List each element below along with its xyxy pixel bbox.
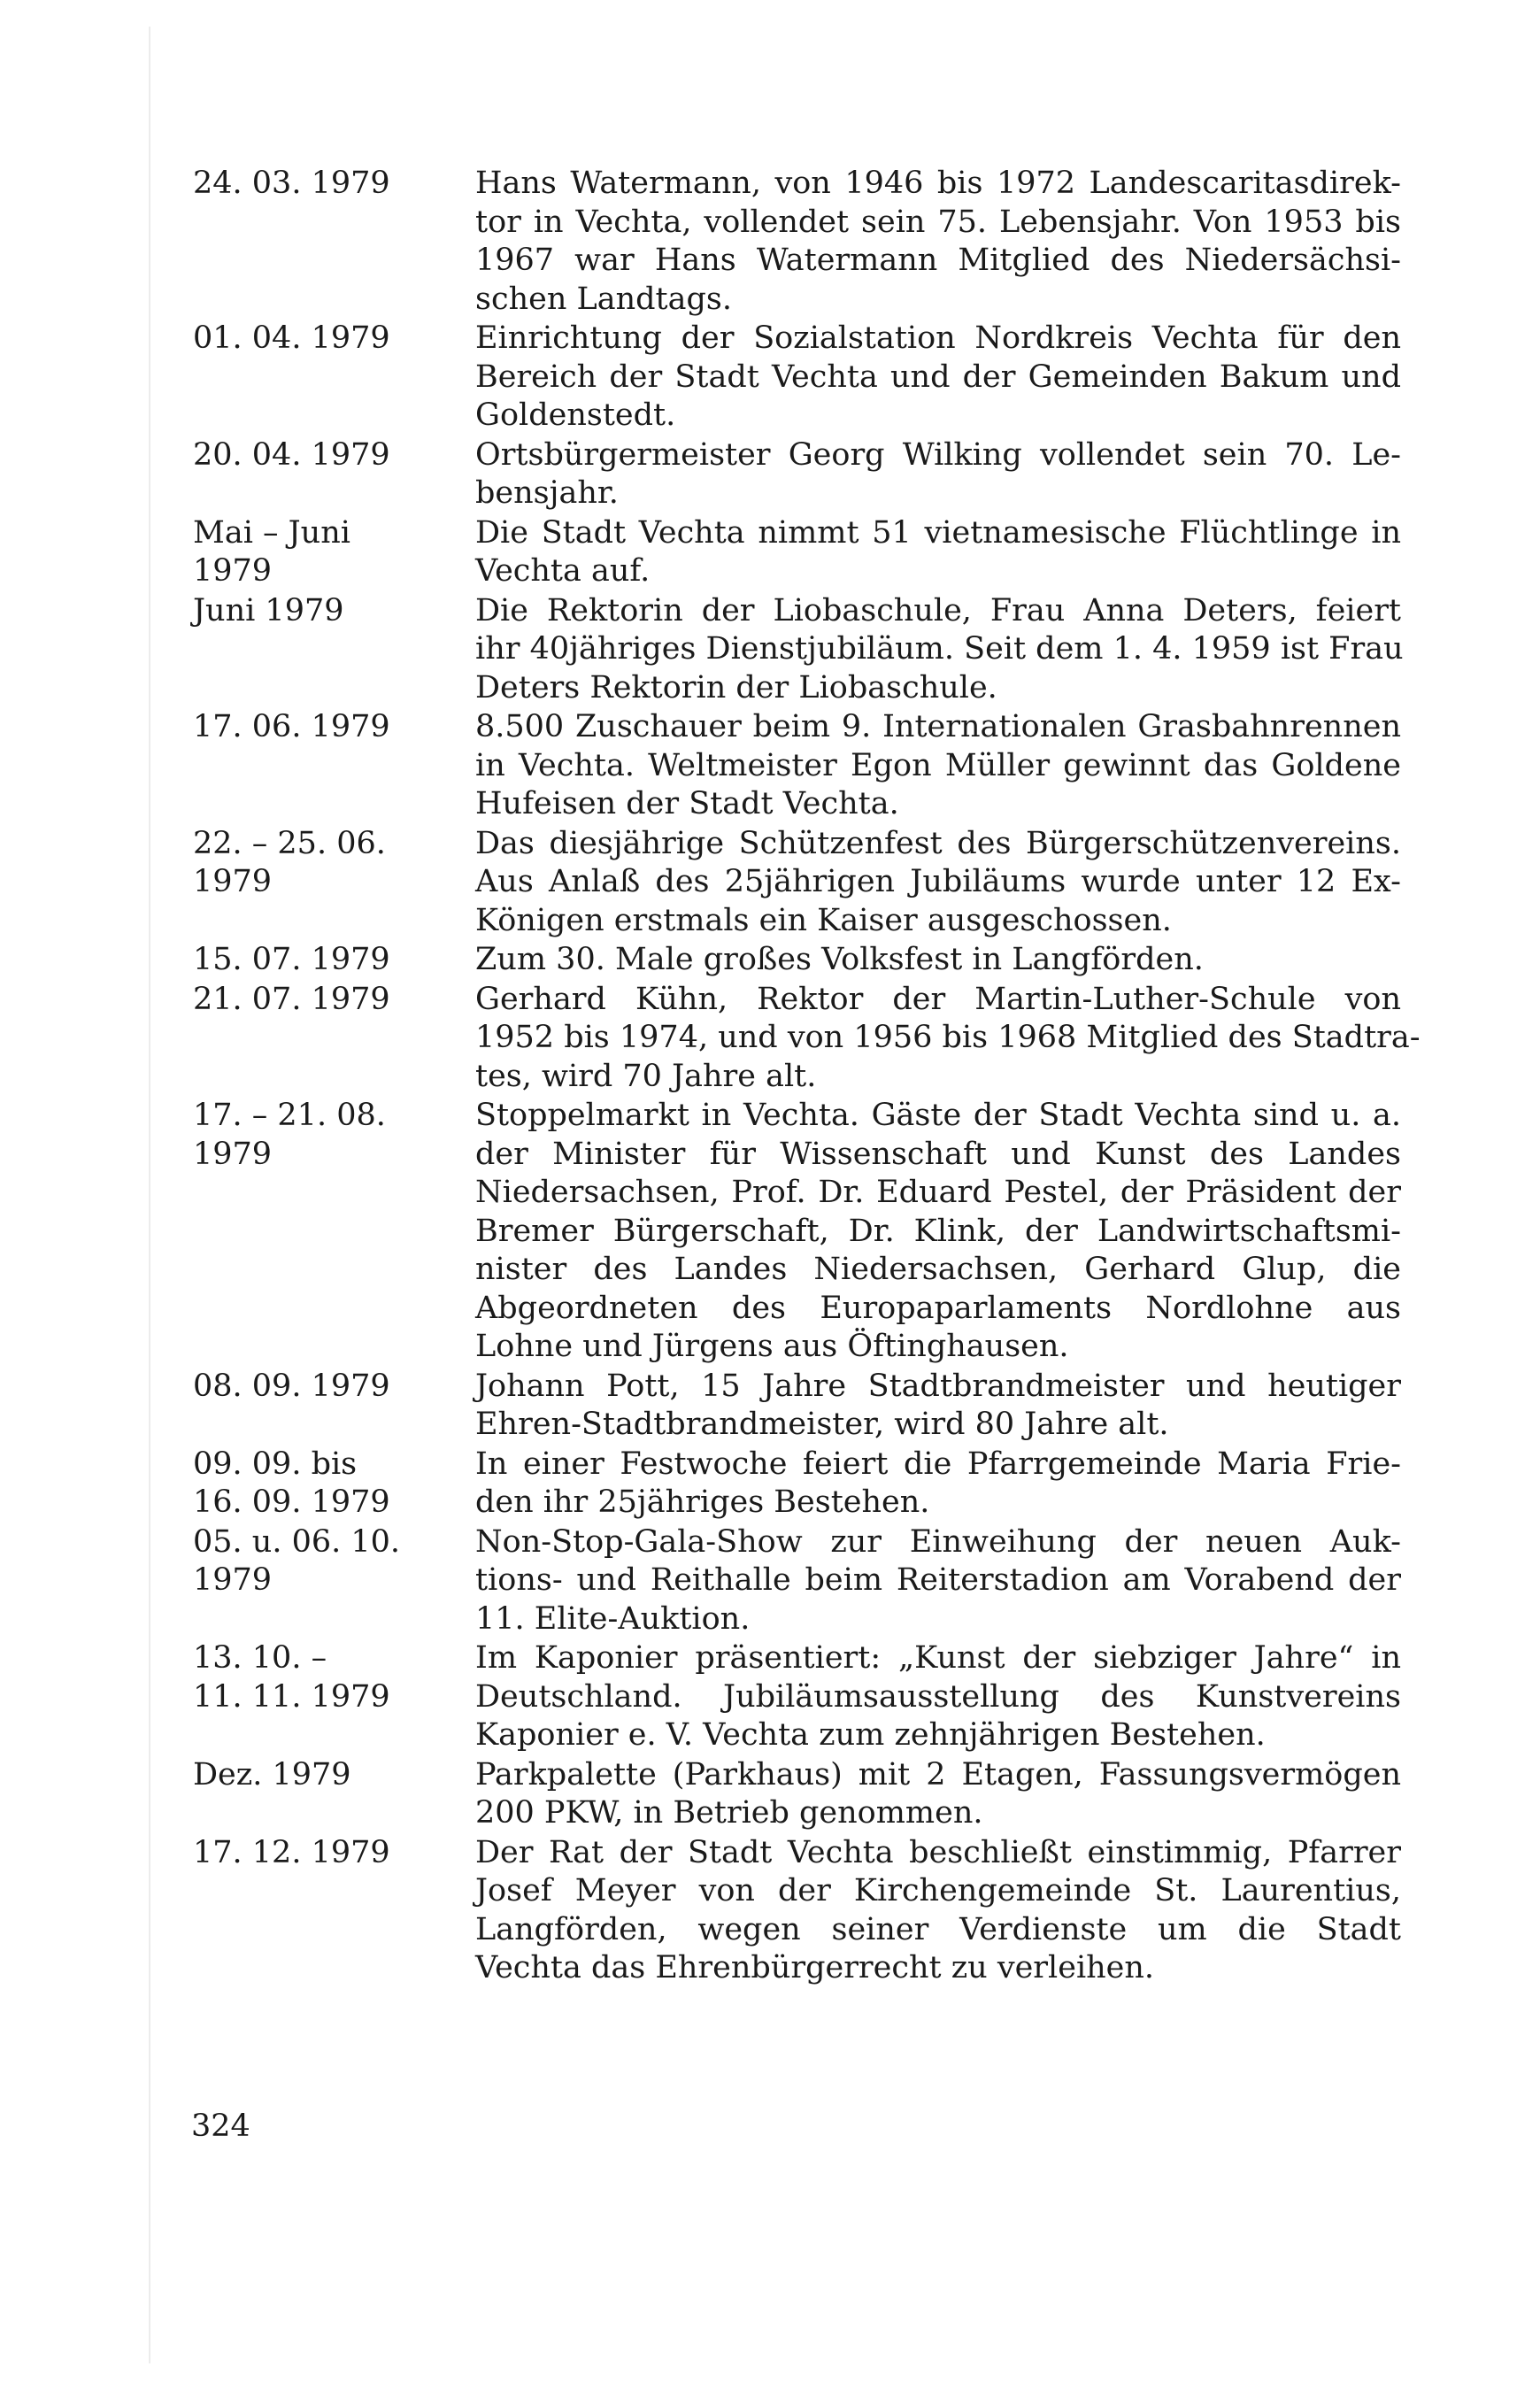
entry-text-line: Johann Pott, 15 Jahre Stadtbrandmeister und heutiger (475, 1368, 1401, 1404)
entry-date: 21. 07. 1979 (193, 981, 390, 1017)
entry-text (475, 320, 1401, 436)
entry-date: 17. 06. 1979 (193, 709, 390, 744)
entry-date: 22. – 25. 06. 1979 (193, 825, 386, 899)
entry-text (475, 981, 1421, 1097)
chronicle-entry (193, 1639, 1405, 1755)
entry-text-line: 1967 war Hans Watermann Mitglied des Niedersächsi- (475, 243, 1401, 278)
entry-text (475, 1834, 1401, 1988)
entry-text-line: 11. Elite-Auktion. (475, 1600, 751, 1637)
entry-text-line: Bereich der Stadt Vechta und der Gemeinden Bakum und (475, 358, 1401, 395)
entry-date: 08. 09. 1979 (193, 1368, 390, 1404)
entry-text (475, 165, 1401, 319)
entry-text-line: Vechta das Ehrenbürgerrecht zu verleihen. (475, 1950, 1155, 1985)
entry-text-line: Königen erstmals ein Kaiser ausgeschossen. (475, 902, 1172, 938)
entry-text-line: Vechta auf. (475, 553, 651, 589)
entry-text-line: 1952 bis 1974, und von 1956 bis 1968 Mitglied des Stadtra- (475, 1020, 1421, 1055)
entry-text-line: Abgeordneten des Europaparlaments Nordlohne aus (475, 1290, 1401, 1326)
entry-date: 17. – 21. 08. 1979 (193, 1098, 386, 1172)
entry-text-line: den ihr 25jähriges Bestehen. (475, 1484, 930, 1520)
chronicle-entry (193, 941, 1405, 980)
entry-text-line: Parkpalette (Parkhaus) mit 2 Etagen, Fassungsvermögen (475, 1756, 1401, 1792)
chronicle-entry (193, 1756, 1405, 1833)
entry-text (475, 436, 1401, 513)
entry-text (475, 941, 1401, 980)
chronicle-entries (193, 165, 1421, 1989)
entry-text-line: Der Rat der Stadt Vechta beschließt einstimmig, Pfarrer (475, 1834, 1401, 1870)
chronicle-entry (193, 165, 1405, 319)
entry-text-line: In einer Festwoche feiert die Pfarrgemeinde Maria Frie- (475, 1446, 1401, 1482)
entry-text-line: Goldenstedt. (475, 397, 676, 433)
entry-text-line: Bremer Bürgerschaft, Dr. Klink, der Landwirtschaftsmi- (475, 1213, 1401, 1249)
entry-date: 13. 10. – 11. 11. 1979 (193, 1640, 390, 1715)
entry-text-line: ihr 40jähriges Dienstjubiläum. Seit dem 1. 4. 1959 ist Frau (475, 631, 1404, 667)
entry-text-line: Die Stadt Vechta nimmt 51 vietnamesische Flüchtlinge in (475, 514, 1401, 551)
entry-text-line: tions- und Reithalle beim Reiterstadion am Vorabend der (475, 1562, 1401, 1598)
entry-text-line: Aus Anlaß des 25jährigen Jubiläums wurde unter 12 Ex- (475, 864, 1401, 899)
entry-text-line: Ortsbürgermeister Georg Wilking vollendet sein 70. Le- (475, 436, 1401, 473)
chronicle-entry (193, 708, 1405, 824)
entry-text-line: Langförden, wegen seiner Verdienste um die Stadt (475, 1911, 1401, 1947)
entry-date: 17. 12. 1979 (193, 1834, 390, 1870)
entry-text-line: bensjahr. (475, 475, 619, 511)
entry-date: 01. 04. 1979 (193, 320, 390, 356)
entry-text-line: Die Rektorin der Liobaschule, Frau Anna Deters, feiert (475, 592, 1401, 628)
chronicle-entry (193, 320, 1405, 436)
chronicle-entry (193, 1523, 1405, 1639)
entry-text-line: Josef Meyer von der Kirchengemeinde St. Laurentius, (475, 1873, 1401, 1908)
entry-text-line: Lohne und Jürgens aus Öftinghausen. (475, 1329, 1069, 1364)
entry-date: Mai – Juni 1979 (193, 514, 350, 589)
entry-date: Juni 1979 (193, 592, 344, 628)
entry-text (475, 1756, 1401, 1833)
entry-text-line: Stoppelmarkt in Vechta. Gäste der Stadt Vechta sind u. a. (475, 1098, 1401, 1133)
entry-text-line: Das diesjährige Schützenfest des Bürgerschützenvereins. (475, 825, 1401, 861)
entry-text-line: Deters Rektorin der Liobaschule. (475, 669, 997, 705)
entry-text (475, 1097, 1401, 1367)
entry-text-line: tes, wird 70 Jahre alt. (475, 1058, 817, 1094)
entry-text (475, 1446, 1401, 1523)
entry-text (475, 825, 1401, 941)
entry-text-line: 8.500 Zuschauer beim 9. Internationalen Grasbahnrennen (475, 709, 1401, 744)
entry-text-line: Non-Stop-Gala-Show zur Einweihung der neuen Auk- (475, 1523, 1401, 1560)
chronicle-entry (193, 1834, 1405, 1988)
entry-text-line: Im Kaponier präsentiert: „Kunst der siebziger Jahre“ in (475, 1640, 1401, 1676)
entry-text-line: nister des Landes Niedersachsen, Gerhard Glup, die (475, 1252, 1401, 1287)
entry-text-line: in Vechta. Weltmeister Egon Müller gewinnt das Goldene (475, 747, 1401, 783)
entry-date: 20. 04. 1979 (193, 436, 390, 473)
entry-text (475, 1523, 1401, 1639)
entry-date: 24. 03. 1979 (193, 166, 390, 201)
entry-text (475, 708, 1401, 824)
entry-text-line: Kaponier e. V. Vechta zum zehnjährigen Bestehen. (475, 1717, 1266, 1753)
chronicle-entry (193, 981, 1421, 1097)
entry-text-line: Hufeisen der Stadt Vechta. (475, 786, 899, 821)
entry-date: 09. 09. bis 16. 09. 1979 (193, 1446, 390, 1520)
entry-text-line: der Minister für Wissenschaft und Kunst des Landes (475, 1136, 1401, 1172)
entry-text-line: schen Landtags. (475, 281, 732, 317)
entry-date: 15. 07. 1979 (193, 942, 390, 977)
chronicle-entry (193, 825, 1405, 941)
entry-text (475, 1639, 1401, 1755)
page-edge-shadow (149, 27, 150, 2363)
entry-text (475, 592, 1404, 708)
entry-text-line: Deutschland. Jubiläumsausstellung des Kunstvereins (475, 1678, 1401, 1715)
chronicle-entry (193, 1368, 1405, 1445)
chronicle-entry (193, 1097, 1405, 1367)
chronicle-entry (193, 436, 1405, 513)
entry-date: 05. u. 06. 10. 1979 (193, 1523, 401, 1598)
entry-text-line: tor in Vechta, vollendet sein 75. Lebensjahr. Von 1953 bis (475, 204, 1401, 240)
entry-text (475, 514, 1401, 591)
entry-text-line: Ehren-Stadtbrandmeister, wird 80 Jahre alt. (475, 1407, 1169, 1442)
entry-text-line: Einrichtung der Sozialstation Nordkreis Vechta für den (475, 320, 1401, 356)
entry-text (475, 1368, 1401, 1445)
chronicle-entry (193, 1446, 1405, 1523)
entry-text-line: 200 PKW, in Betrieb genommen. (475, 1795, 983, 1831)
entry-text-line: Hans Watermann, von 1946 bis 1972 Landescaritasdirek- (475, 166, 1401, 201)
chronicle-entry (193, 514, 1405, 591)
entry-text-line: Niedersachsen, Prof. Dr. Eduard Pestel, der Präsident der (475, 1175, 1401, 1210)
page-number: 324 (191, 2109, 250, 2144)
chronicle-entry (193, 592, 1405, 708)
entry-date: Dez. 1979 (193, 1756, 351, 1792)
entry-text-line: Zum 30. Male großes Volksfest in Langförden. (475, 942, 1204, 977)
entry-text-line: Gerhard Kühn, Rektor der Martin-Luther-Schule von (475, 981, 1401, 1017)
